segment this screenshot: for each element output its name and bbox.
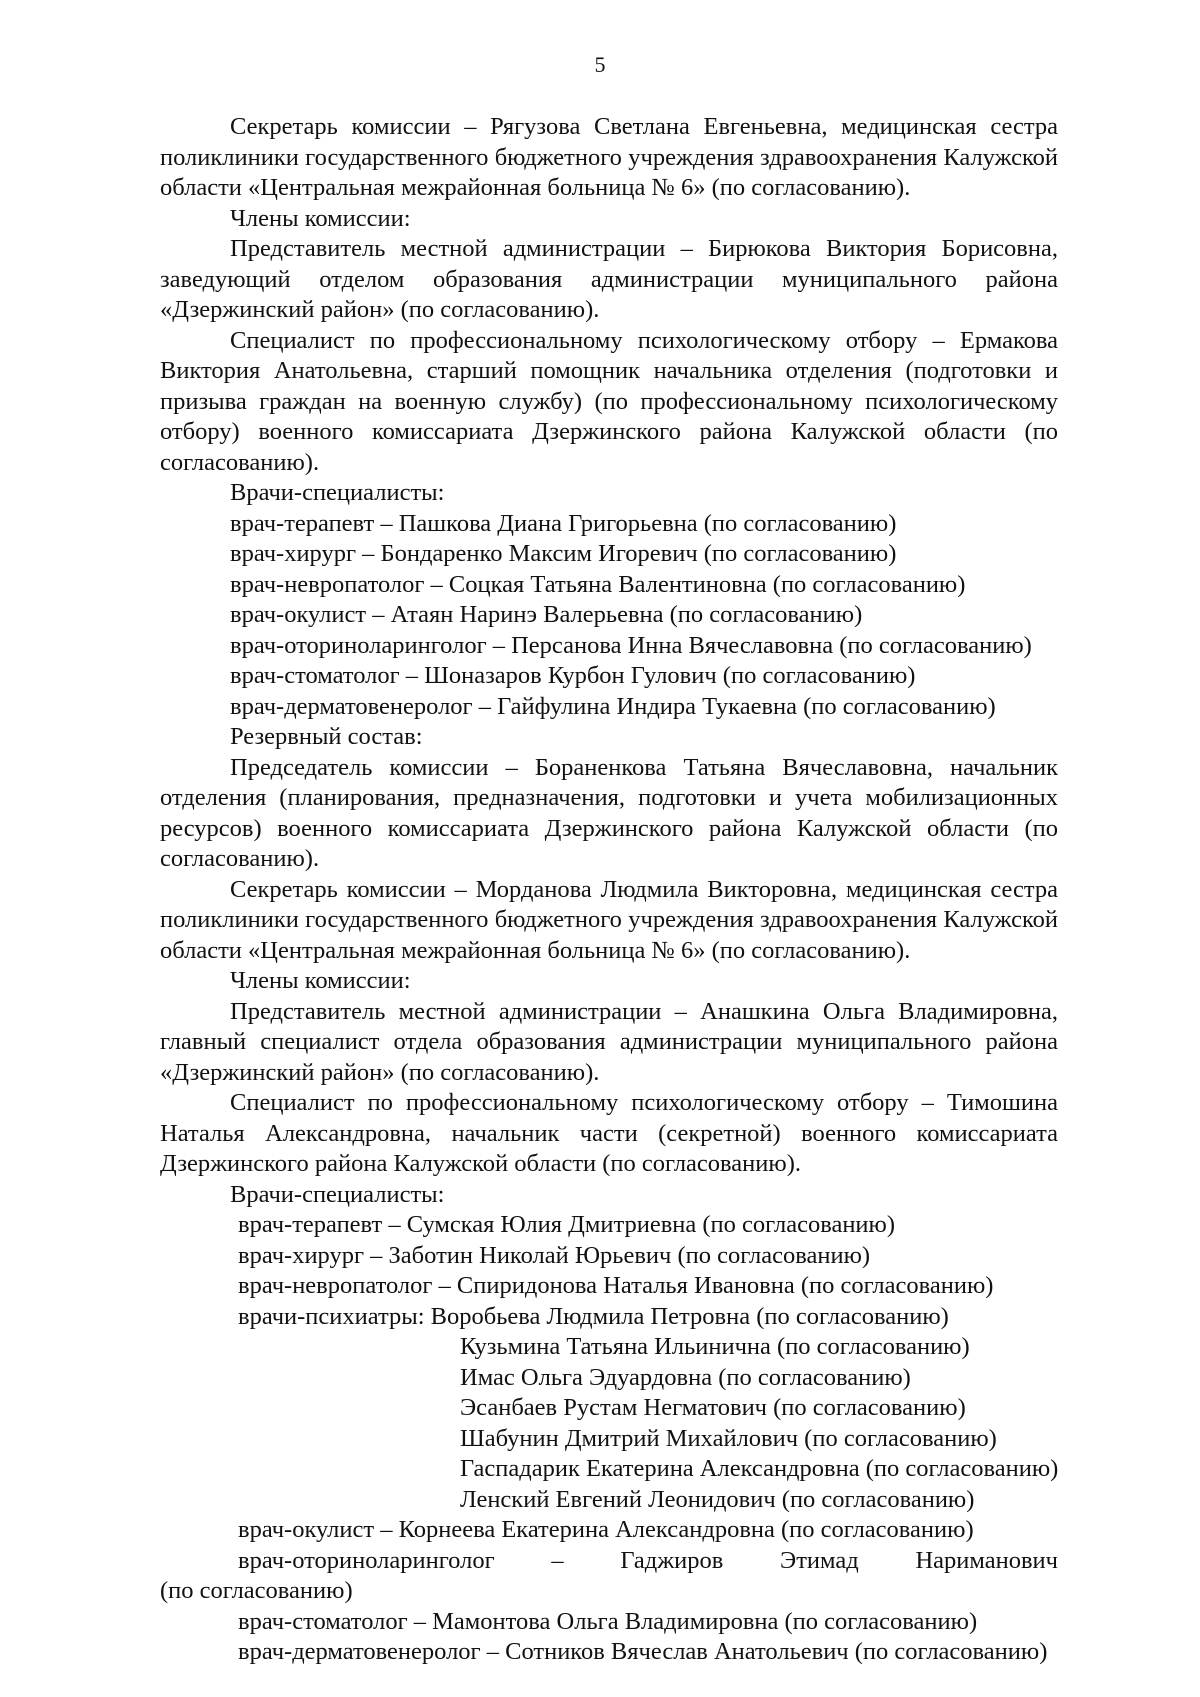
members-heading: Члены комиссии: — [230, 204, 411, 232]
reserve-dermatologist-line: врач-дерматовенеролог – Сотников Вячеслав Анатольевич (по согласованию) — [238, 1638, 1048, 1665]
reserve-oculist-line: врач-окулист – Корнеева Екатерина Александровна (по согласованию) — [238, 1516, 974, 1543]
reserve-dentist-line: врач-стоматолог – Мамонтова Ольга Владимировна (по согласованию) — [238, 1607, 978, 1635]
reserve-doctor-line: врач-терапевт – Сумская Юлия Дмитриевна (по согласованию) — [238, 1211, 896, 1238]
psychiatrist-line: Гаспадарик Екатерина Александровна (по согласованию) — [460, 1455, 1059, 1482]
reserve-ent-line — [160, 1546, 1058, 1577]
psych-specialist-paragraph: Специалист по профессиональному психологическому отбору – Ермакова Виктория Анатольевна, старший помощник начальника отделения (подготовки и призыва граждан на военную службу) (по профессиональному психологическому отбору) военного комиссариата Дзержинского района Калужской области (по согласованию). — [160, 326, 1058, 476]
ent-patronymic: Нариманович — [915, 1546, 1058, 1574]
reserve-admin-representative-paragraph: Представитель местной администрации – Анашкина Ольга Владимировна, главный специалист отдела образования администрации муниципального района «Дзержинский район» (по согласованию). — [160, 997, 1058, 1086]
ent-surname: Гаджиров — [620, 1546, 724, 1574]
doctor-line: врач-невропатолог – Соцкая Татьяна Валентиновна (по согласованию) — [230, 570, 966, 598]
reserve-doctor-line: врач-невропатолог – Спиридонова Наталья Ивановна (по согласованию) — [238, 1272, 994, 1299]
psychiatrist-line: Шабунин Дмитрий Михайлович (по согласованию) — [460, 1424, 997, 1452]
reserve-members-heading: Члены комиссии: — [230, 967, 411, 994]
psychiatrist-line: врачи-психиатры: Воробьева Людмила Петровна (по согласованию) — [238, 1302, 949, 1330]
doctor-line: врач-оториноларинголог – Персанова Инна Вячеславовна (по согласованию) — [230, 631, 1032, 659]
doctor-line: врач-стоматолог – Шоназаров Курбон Гулович (по согласованию) — [230, 662, 916, 689]
psychiatrist-line: Эсанбаев Рустам Негматович (по согласованию) — [460, 1394, 966, 1421]
ent-name: Этимад — [780, 1546, 859, 1574]
doctor-line: врач-терапевт – Пашкова Диана Григорьевна (по согласованию) — [230, 509, 897, 537]
admin-representative-paragraph: Представитель местной администрации – Бирюкова Виктория Борисовна, заведующий отделом образования администрации муниципального района «Дзержинский район» (по согласованию). — [160, 235, 1058, 323]
psychiatrists-list — [160, 1302, 1058, 1516]
ent-title: врач-оториноларинголог — [238, 1546, 495, 1574]
reserve-doctors-heading: Врачи-специалисты: — [230, 1180, 445, 1208]
reserve-secretary-paragraph: Секретарь комиссии – Морданова Людмила Викторовна, медицинская сестра поликлиники государственного бюджетного учреждения здравоохранения Калужской области «Центральная межрайонная больница № 6» (по согласованию). — [160, 875, 1058, 964]
reserve-heading: Резервный состав: — [230, 723, 423, 750]
psychiatrist-line: Ленский Евгений Леонидович (по согласованию) — [460, 1485, 975, 1513]
doctors-heading: Врачи-специалисты: — [230, 479, 445, 506]
ent-dash: – — [551, 1546, 564, 1574]
reserve-doctor-line: врач-хирург – Заботин Николай Юрьевич (по согласованию) — [238, 1241, 871, 1269]
psychiatrist-line: Кузьмина Татьяна Ильинична (по согласованию) — [460, 1333, 970, 1360]
document-body — [160, 112, 1058, 1668]
reserve-psych-specialist-paragraph: Специалист по профессиональному психологическому отбору – Тимошина Наталья Александровна, начальник части (секретной) военного комиссариата Дзержинского района Калужской области (по согласованию). — [160, 1089, 1058, 1177]
doctor-line: врач-окулист – Атаян Наринэ Валерьевна (по согласованию) — [230, 601, 863, 628]
psychiatrist-line: Имас Ольга Эдуардовна (по согласованию) — [460, 1363, 911, 1391]
reserve-chairman-paragraph: Председатель комиссии – Бораненкова Татьяна Вячеславовна, начальник отделения (планирования, предназначения, подготовки и учета мобилизационных ресурсов) военного комиссариата Дзержинского района Калужской области (по согласованию). — [160, 753, 1058, 872]
page-number: 5 — [594, 52, 606, 77]
doctor-line: врач-хирург – Бондаренко Максим Игоревич (по согласованию) — [230, 540, 897, 567]
secretary-paragraph: Секретарь комиссии – Рягузова Светлана Евгеньевна, медицинская сестра поликлиники государственного бюджетного учреждения здравоохранения Калужской области «Центральная межрайонная больница № 6» (по согласованию). — [160, 113, 1058, 201]
doctor-line: врач-дерматовенеролог – Гайфулина Индира Тукаевна (по согласованию) — [230, 692, 996, 720]
reserve-ent-continuation: (по согласованию) — [160, 1577, 353, 1604]
